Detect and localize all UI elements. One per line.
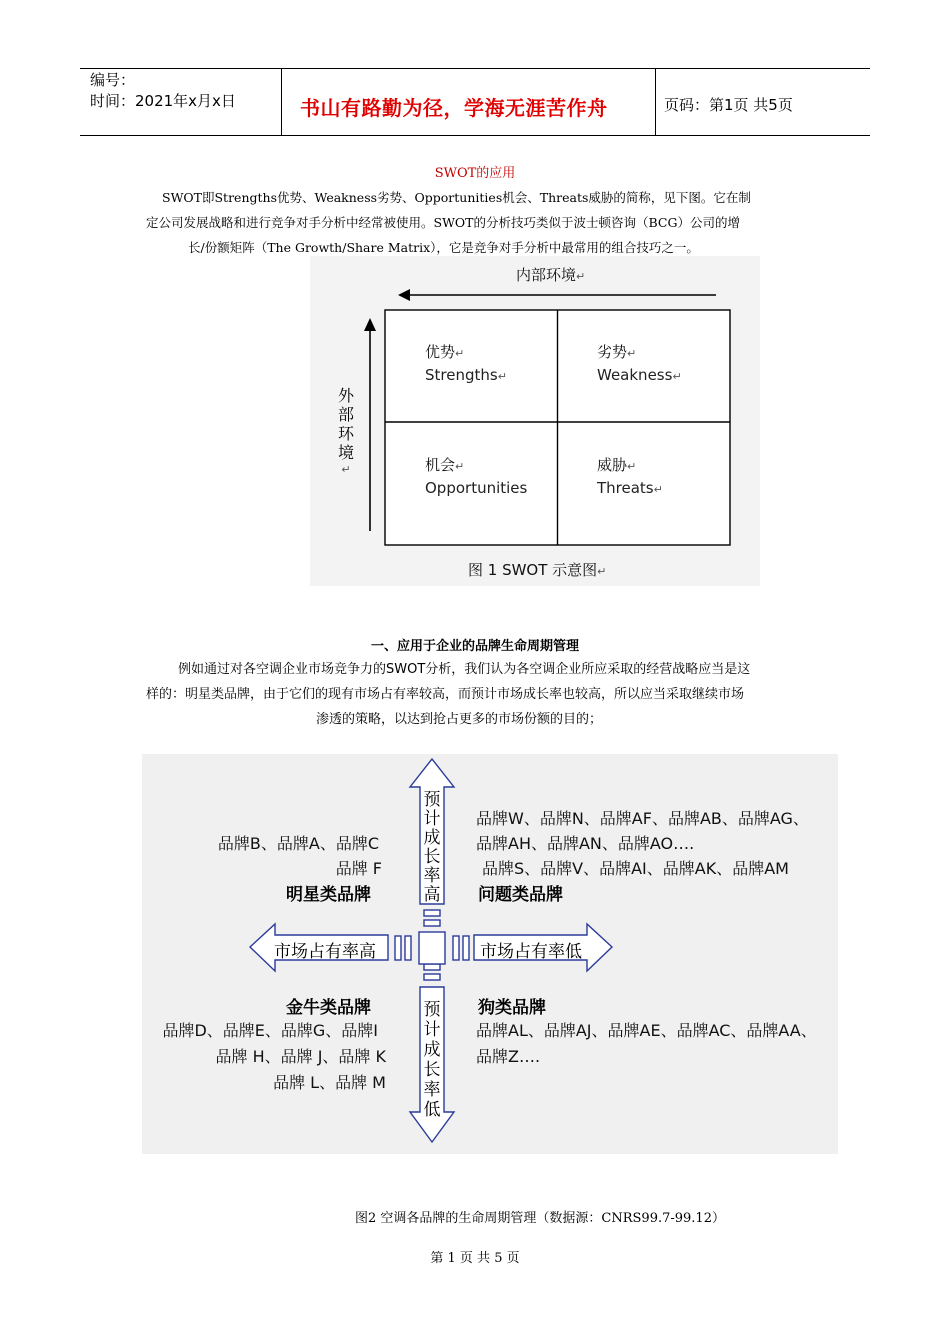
header-divider bbox=[281, 68, 282, 135]
cow-brands-line: 品牌 H、品牌 J、品牌 K bbox=[215, 1047, 386, 1066]
connector-block bbox=[424, 974, 440, 980]
connector-block bbox=[424, 964, 440, 970]
star-brands-label: 明星类品牌 bbox=[286, 885, 371, 905]
brand-lifecycle-figure: 预 计 成 长 率 高 预 计 成 长 率 低 市场占有率高 市场占有率低 品牌B、品牌A、品牌C 品牌 F 明星类品牌 品牌W、品牌N、品牌AF、品牌AB、品牌AG、 品牌AH、品牌AN、品牌AO…. 品牌S、品牌V、品牌AI、品牌AK、品牌AM 问题类品牌 金牛类品牌 品牌D、品牌E、品牌G、品牌I 品牌 H、品牌 J、品牌 K 品牌 L、品牌 M 狗类品牌 品牌AL、品牌AJ、品牌AE、品牌AC、品牌AA、 品牌Z…. bbox=[142, 754, 838, 1154]
page-footer: 第 1 页 共 5 页 bbox=[430, 1251, 520, 1266]
connector-block bbox=[463, 936, 469, 960]
external-env-arrowhead bbox=[364, 318, 376, 331]
opportunities-en: Opportunities bbox=[425, 479, 528, 497]
strengths-cn: 优势↵ bbox=[425, 343, 465, 361]
cow-brands-label: 金牛类品牌 bbox=[286, 998, 371, 1018]
connector-block bbox=[453, 936, 459, 960]
share-high-label: 市场占有率高 bbox=[274, 942, 376, 962]
cow-brands-line: 品牌D、品牌E、品牌G、品牌I bbox=[162, 1021, 378, 1040]
question-brands-line: 品牌W、品牌N、品牌AF、品牌AB、品牌AG、 bbox=[476, 809, 809, 828]
intro-line: SWOT即Strengths优势、Weakness劣势、Opportunities机会、Threats威胁的简称，见下图。它在制 bbox=[162, 190, 751, 205]
share-low-label: 市场占有率低 bbox=[480, 942, 582, 962]
cow-brands-line: 品牌 L、品牌 M bbox=[273, 1073, 386, 1092]
figure1-caption: 图 1 SWOT 示意图↵ bbox=[468, 561, 607, 579]
strengths-en: Strengths↵ bbox=[425, 366, 507, 384]
dog-brands-line: 品牌AL、品牌AJ、品牌AE、品牌AC、品牌AA、 bbox=[476, 1021, 817, 1040]
connector-block bbox=[424, 920, 440, 926]
time-label: 时间：2021年x月x日 bbox=[90, 92, 236, 110]
section-line: 渗透的策略，以达到抢占更多的市场份额的目的； bbox=[316, 712, 603, 727]
swot-figure: 内部环境↵ 外 部 环 境 ↵ 优势↵ Strengths↵ 劣势↵ Weakness↵ 机会↵ Opportunities 威胁↵ Threats↵ 图 1 SWOT 示意图↵ bbox=[310, 256, 760, 586]
connector-block bbox=[424, 910, 440, 916]
star-brands-line: 品牌 F bbox=[335, 859, 382, 878]
intro-line: 长/份额矩阵（The Growth/Share Matrix），它是竞争对手分析中最常用的组合技巧之一。 bbox=[188, 240, 699, 255]
dog-brands-label: 狗类品牌 bbox=[478, 998, 546, 1018]
weakness-cn: 劣势↵ bbox=[597, 343, 637, 361]
opportunities-cn: 机会↵ bbox=[425, 456, 465, 474]
intro-line: 定公司发展战略和进行竞争对手分析中经常被使用。SWOT的分析技巧类似于波士顿咨询（BCG）公司的增 bbox=[146, 215, 740, 230]
swot-diagram-lines bbox=[310, 256, 760, 586]
question-brands-line: 品牌AH、品牌AN、品牌AO…. bbox=[476, 834, 695, 853]
question-brands-label: 问题类品牌 bbox=[478, 885, 563, 905]
connector-block bbox=[405, 936, 411, 960]
header-page-info: 页码：第1页 共5页 bbox=[664, 96, 793, 114]
question-brands-line: 品牌S、品牌V、品牌AI、品牌AK、品牌AM bbox=[482, 859, 789, 878]
connector-block bbox=[395, 936, 401, 960]
section-line: 样的：明星类品牌，由于它们的现有市场占有率较高，而预计市场成长率也较高，所以应当采取继续市场 bbox=[146, 687, 745, 702]
document-title: SWOT的应用 bbox=[434, 166, 516, 181]
threats-en: Threats↵ bbox=[597, 479, 663, 497]
section-line: 例如通过对各空调企业市场竞争力的SWOT分析，我们认为各空调企业所应采取的经营战略应当是这 bbox=[178, 662, 751, 677]
internal-env-arrowhead bbox=[398, 289, 410, 301]
center-block bbox=[419, 932, 445, 964]
star-brands-line: 品牌B、品牌A、品牌C bbox=[217, 834, 379, 853]
number-label: 编号： bbox=[90, 71, 136, 89]
header-meta bbox=[90, 70, 236, 112]
figure2-caption: 图2 空调各品牌的生命周期管理（数据源：CNRS99.7-99.12） bbox=[355, 1211, 725, 1226]
header-divider bbox=[655, 68, 656, 135]
weakness-en: Weakness↵ bbox=[597, 366, 682, 384]
header-bottom-rule bbox=[80, 135, 870, 136]
internal-env-label: 内部环境↵ bbox=[516, 266, 586, 284]
dog-brands-line: 品牌Z…. bbox=[476, 1047, 541, 1066]
header-motto: 书山有路勤为径，学海无涯苦作舟 bbox=[300, 96, 608, 120]
threats-cn: 威胁↵ bbox=[597, 456, 637, 474]
section-title: 一、应用于企业的品牌生命周期管理 bbox=[370, 639, 579, 654]
header-top-rule bbox=[80, 68, 870, 69]
